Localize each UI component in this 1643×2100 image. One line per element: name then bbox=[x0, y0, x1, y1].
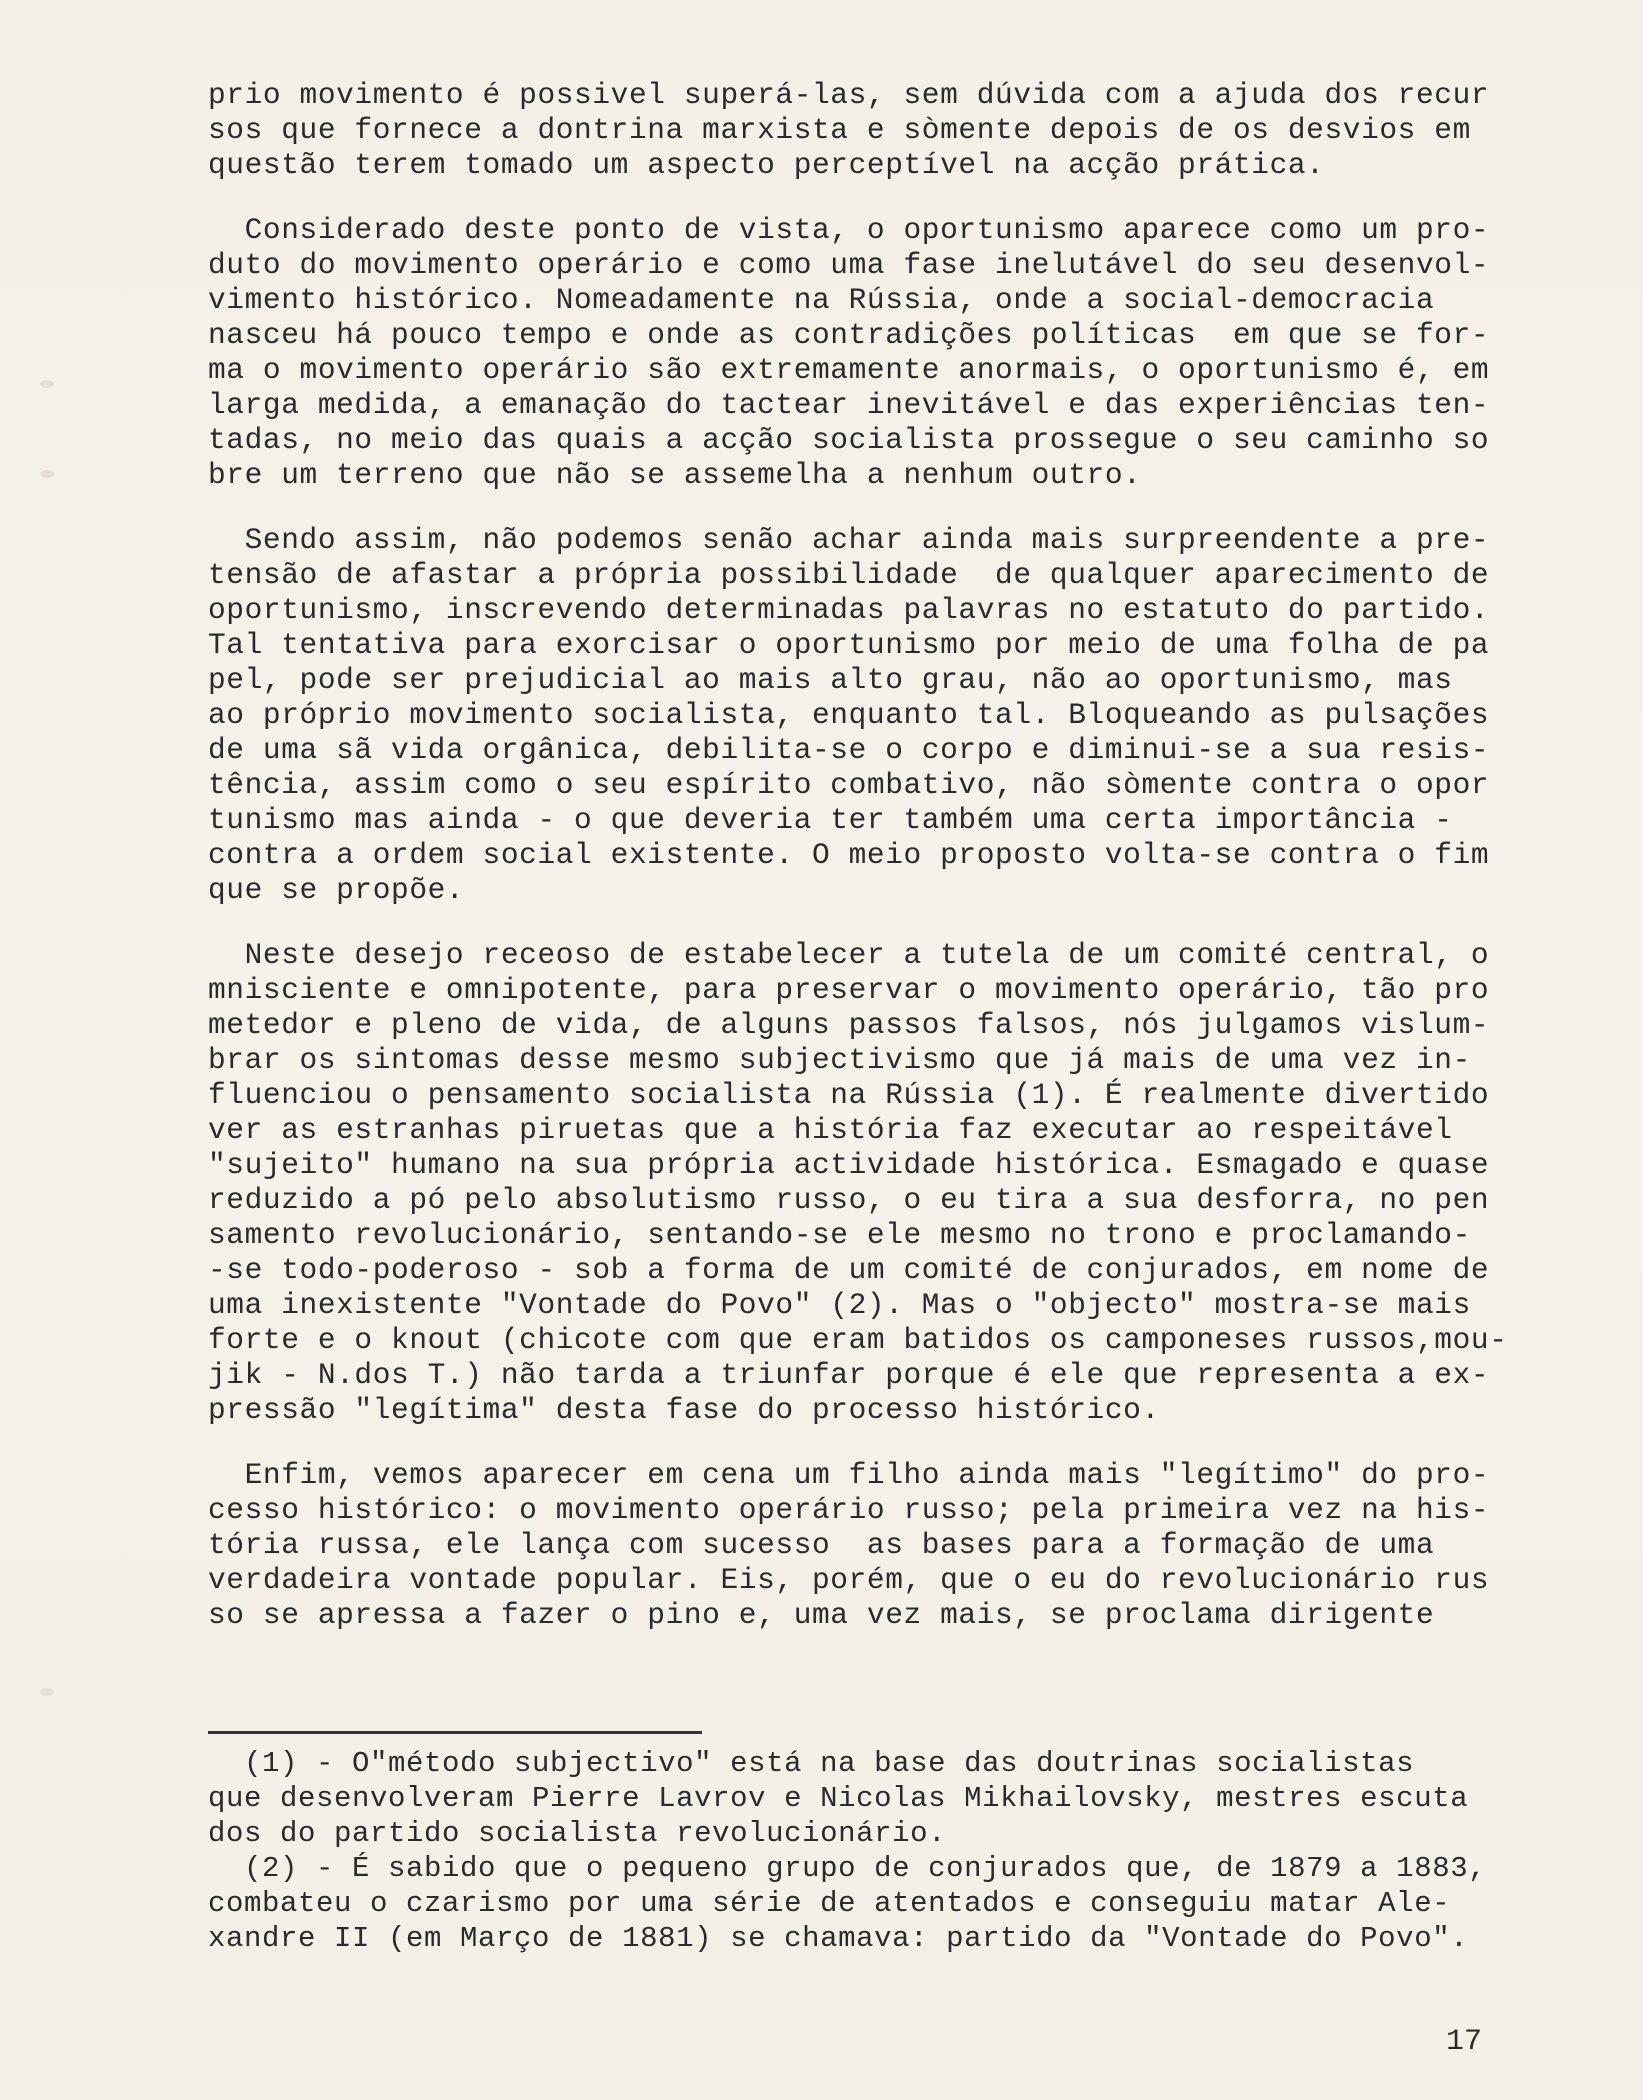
text-line: larga medida, a emanação do tactear inevitável e das experiências ten- bbox=[208, 388, 1490, 422]
footnote-line: dos do partido socialista revolucionário. bbox=[208, 1817, 947, 1850]
page-number: 17 bbox=[1446, 2025, 1483, 2059]
text-line: Considerado deste ponto de vista, o oportunismo aparece como um pro- bbox=[208, 213, 1490, 247]
text-line: so se apressa a fazer o pino e, uma vez mais, se proclama dirigente bbox=[208, 1598, 1435, 1632]
text-line: mnisciente e omnipotente, para preservar o movimento operário, tão pro bbox=[208, 973, 1490, 1007]
footnote-line: (1) - O"método subjectivo" está na base das doutrinas socialistas bbox=[208, 1747, 1415, 1780]
text-line: pel, pode ser prejudicial ao mais alto grau, não ao oportunismo, mas bbox=[208, 663, 1453, 697]
text-line: contra a ordem social existente. O meio proposto volta-se contra o fim bbox=[208, 838, 1490, 872]
text-line: brar os sintomas desse mesmo subjectivismo que já mais de uma vez in- bbox=[208, 1043, 1471, 1077]
text-line: Tal tentativa para exorcisar o oportunismo por meio de uma folha de pa bbox=[208, 628, 1490, 662]
text-line: oportunismo, inscrevendo determinadas palavras no estatuto do partido. bbox=[208, 593, 1490, 627]
punch-hole-mark bbox=[40, 470, 54, 478]
text-line: tunismo mas ainda - o que deveria ter também uma certa importância - bbox=[208, 803, 1453, 837]
text-line: prio movimento é possivel superá-las, sem dúvida com a ajuda dos recur bbox=[208, 78, 1490, 112]
text-line: de uma sã vida orgânica, debilita-se o corpo e diminui-se a sua resis- bbox=[208, 733, 1490, 767]
text-line: Neste desejo receoso de estabelecer a tutela de um comité central, o bbox=[208, 938, 1490, 972]
text-line: cesso histórico: o movimento operário russo; pela primeira vez na his- bbox=[208, 1493, 1490, 1527]
text-line: duto do movimento operário e como uma fase inelutável do seu desenvol- bbox=[208, 248, 1490, 282]
text-line: uma inexistente "Vontade do Povo" (2). Mas o "objecto" mostra-se mais bbox=[208, 1288, 1471, 1322]
footnote-line: (2) - É sabido que o pequeno grupo de conjurados que, de 1879 a 1883, bbox=[208, 1852, 1487, 1885]
text-line: Enfim, vemos aparecer em cena um filho ainda mais "legítimo" do pro- bbox=[208, 1458, 1490, 1492]
text-line: verdadeira vontade popular. Eis, porém, que o eu do revolucionário rus bbox=[208, 1563, 1490, 1597]
text-line: nasceu há pouco tempo e onde as contradições políticas em que se for- bbox=[208, 318, 1490, 352]
text-line: bre um terreno que não se assemelha a nenhum outro. bbox=[208, 458, 1142, 492]
text-line: fluenciou o pensamento socialista na Rússia (1). É realmente divertido bbox=[208, 1078, 1490, 1112]
punch-hole-mark bbox=[40, 1688, 54, 1696]
text-line: questão terem tomado um aspecto perceptível na acção prática. bbox=[208, 148, 1325, 182]
footnote-divider bbox=[208, 1731, 702, 1734]
paragraph bbox=[208, 523, 1603, 908]
text-line: tória russa, ele lança com sucesso as bases para a formação de uma bbox=[208, 1528, 1435, 1562]
text-line: pressão "legítima" desta fase do processo histórico. bbox=[208, 1393, 1160, 1427]
text-line: samento revolucionário, sentando-se ele mesmo no trono e proclamando- bbox=[208, 1218, 1471, 1252]
text-line: "sujeito" humano na sua própria actividade histórica. Esmagado e quase bbox=[208, 1148, 1490, 1182]
text-line: tadas, no meio das quais a acção socialista prossegue o seu caminho so bbox=[208, 423, 1490, 457]
footnote-line: que desenvolveram Pierre Lavrov e Nicolas Mikhailovsky, mestres escuta bbox=[208, 1782, 1469, 1815]
punch-hole-mark bbox=[40, 380, 54, 388]
paragraph bbox=[208, 213, 1603, 493]
text-line: tência, assim como o seu espírito combativo, não sòmente contra o opor bbox=[208, 768, 1490, 802]
footnotes bbox=[208, 1746, 1603, 1956]
text-line: que se propõe. bbox=[208, 873, 465, 907]
text-line: Sendo assim, não podemos senão achar ainda mais surpreendente a pre- bbox=[208, 523, 1490, 557]
text-line: ma o movimento operário são extremamente anormais, o oportunismo é, em bbox=[208, 353, 1490, 387]
body-text bbox=[208, 78, 1603, 1663]
text-line: ao próprio movimento socialista, enquanto tal. Bloqueando as pulsações bbox=[208, 698, 1490, 732]
paragraph bbox=[208, 938, 1603, 1428]
text-line: reduzido a pó pelo absolutismo russo, o eu tira a sua desforra, no pen bbox=[208, 1183, 1490, 1217]
text-line: jik - N.dos T.) não tarda a triunfar porque é ele que representa a ex- bbox=[208, 1358, 1490, 1392]
footnote-line: combateu o czarismo por uma série de atentados e conseguiu matar Ale- bbox=[208, 1887, 1451, 1920]
text-line: forte e o knout (chicote com que eram batidos os camponeses russos,mou- bbox=[208, 1323, 1508, 1357]
text-line: vimento histórico. Nomeadamente na Rússia, onde a social-democracia bbox=[208, 283, 1435, 317]
paragraph bbox=[208, 1458, 1603, 1633]
text-line: sos que fornece a dontrina marxista e sòmente depois de os desvios em bbox=[208, 113, 1471, 147]
text-line: ver as estranhas piruetas que a história faz executar ao respeitável bbox=[208, 1113, 1453, 1147]
text-line: -se todo-poderoso - sob a forma de um comité de conjurados, em nome de bbox=[208, 1253, 1490, 1287]
text-line: tensão de afastar a própria possibilidade de qualquer aparecimento de bbox=[208, 558, 1490, 592]
footnote-line: xandre II (em Março de 1881) se chamava: partido da "Vontade do Povo". bbox=[208, 1922, 1469, 1955]
text-line: metedor e pleno de vida, de alguns passos falsos, nós julgamos vislum- bbox=[208, 1008, 1490, 1042]
paragraph bbox=[208, 78, 1603, 183]
